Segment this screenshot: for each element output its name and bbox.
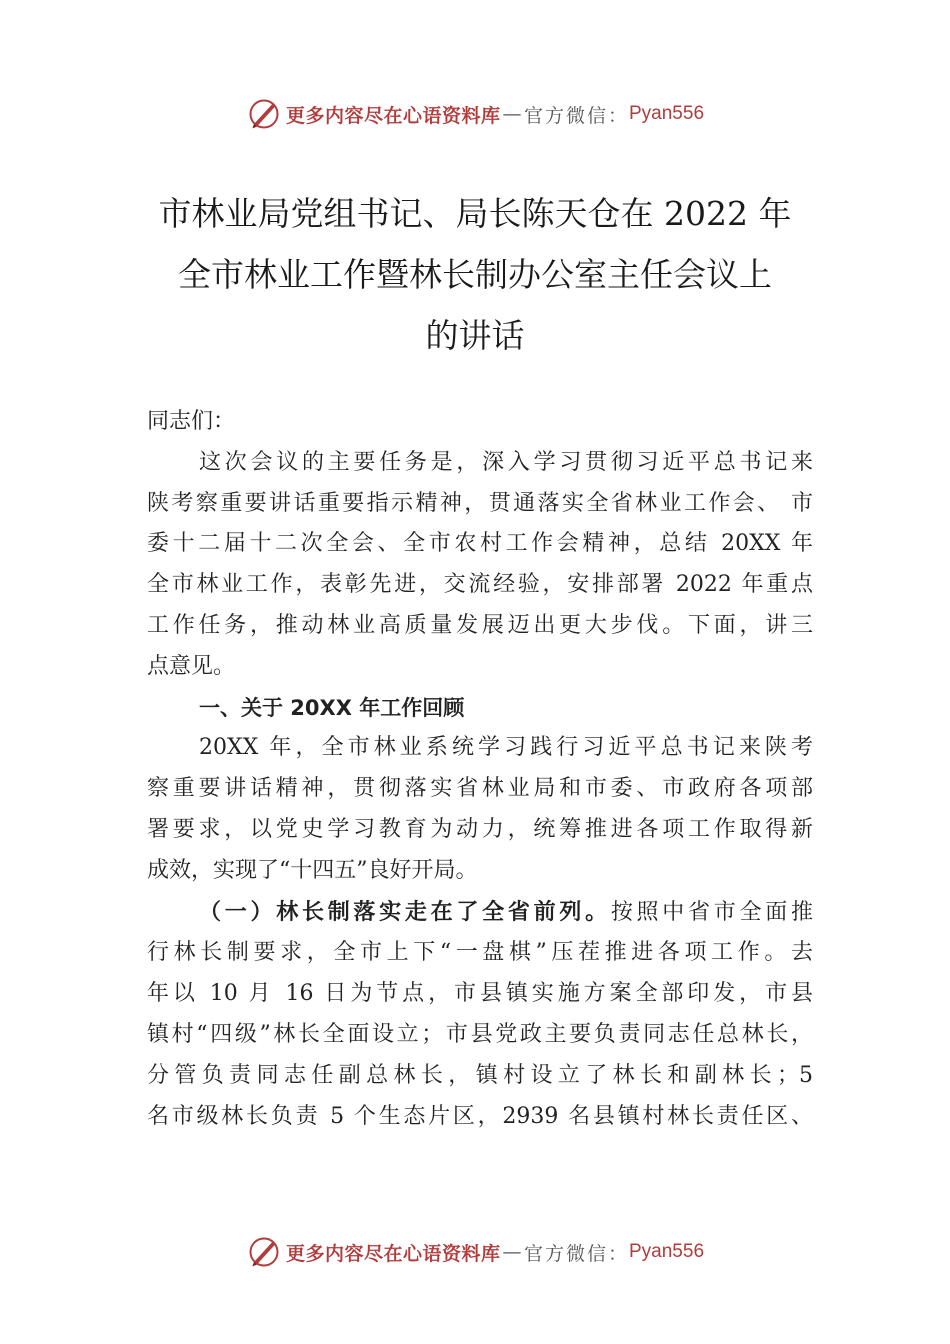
- paragraph-line: 点意见。: [147, 653, 236, 679]
- paragraph-line: 名市级林长负责 5 个生态片区，2939 名县镇村林长责任区、: [147, 1103, 813, 1129]
- paragraph-line: 工作任务，推动林业高质量发展迈出更大步伐。下面，讲三: [147, 612, 813, 638]
- paragraph-line: 行林长制要求，全市上下“一盘棋”压茬推进各项工作。去: [147, 940, 813, 966]
- document-title: [110, 183, 840, 366]
- paragraph-line: 全市林业工作，表彰先进，交流经验，安排部署 2022 年重点: [147, 572, 813, 598]
- document-body: [147, 402, 813, 1137]
- title-line: 全市林业工作暨林长制办公室主任会议上: [178, 255, 772, 294]
- paragraph-line: 成效，实现了“十四五”良好开局。: [147, 857, 478, 883]
- header-watermark-banner: [0, 94, 950, 134]
- banner-wechat-id: Pyan556: [629, 103, 705, 124]
- banner-dash: —: [502, 103, 522, 125]
- section-heading: 一、关于 20XX 年工作回顾: [199, 695, 465, 720]
- subsection-text: 按照中省市全面推: [610, 899, 813, 925]
- paragraph-line: 这次会议的主要任务是，深入学习贯彻习近平总书记来: [199, 449, 813, 475]
- pen-logo-icon: [246, 96, 282, 132]
- paragraph-line: 署要求，以党史学习教育为动力，统筹推进各项工作取得新: [147, 816, 813, 842]
- paragraph-line: 委十二届十二次全会、全市农村工作会精神，总结 20XX 年: [147, 531, 813, 557]
- paragraph-line: 察重要讲话精神，贯彻落实省林业局和市委、市政府各项部: [147, 776, 813, 802]
- paragraph-line: 镇村“四级”林长全面设立；市县党政主要负责同志任总林长，: [147, 1021, 813, 1047]
- paragraph-line: 陕考察重要讲话重要指示精神，贯通落实全省林业工作会、 市: [147, 490, 813, 516]
- banner-prefix: 更多内容尽在心语资料库: [285, 1242, 501, 1265]
- paragraph-line: 年以 10 月 16 日为节点，市县镇实施方案全部印发，市县: [147, 981, 813, 1007]
- footer-watermark-banner: [0, 1232, 950, 1272]
- subsection-heading: （一）林长制落实走在了全省前列。: [199, 898, 611, 925]
- pen-logo-icon: [246, 1234, 282, 1270]
- banner-label: 官方微信：: [523, 1242, 629, 1265]
- paragraph-line: 20XX 年，全市林业系统学习践行习近平总书记来陕考: [199, 735, 813, 761]
- banner-prefix: 更多内容尽在心语资料库: [285, 104, 501, 127]
- banner-wechat-id: Pyan556: [629, 1241, 705, 1262]
- paragraph-line: 分管负责同志任副总林长，镇村设立了林长和副林长；5: [147, 1062, 813, 1088]
- title-line: 市林业局党组书记、局长陈天仓在 2022 年: [158, 194, 792, 233]
- paragraph-line: [147, 892, 813, 934]
- banner-label: 官方微信：: [523, 104, 629, 127]
- title-line: 的讲话: [425, 316, 525, 355]
- salutation: 同志们：: [147, 409, 236, 434]
- banner-dash: —: [502, 1241, 522, 1263]
